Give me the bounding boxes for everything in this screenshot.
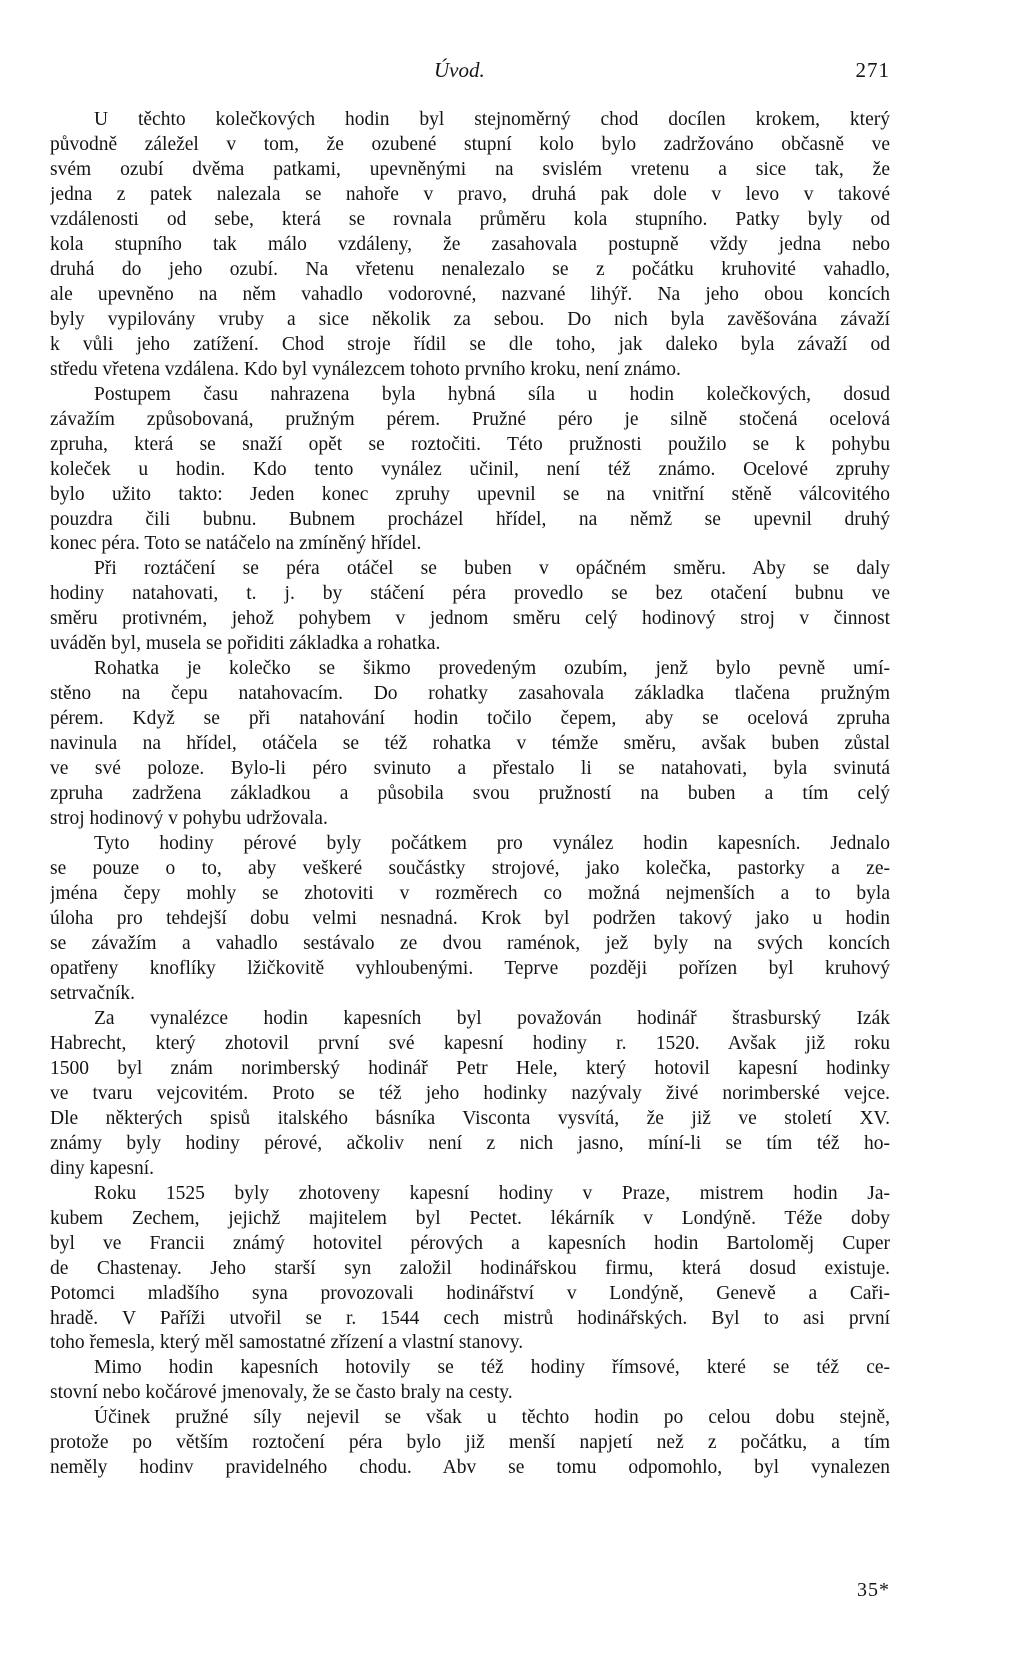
text-line: hradě. V Paříži utvořil se r. 1544 cech mistrů hodinářských. Byl to asi první: [50, 1307, 890, 1329]
text-line: neměly hodinv pravidelného chodu. Abv se tomu odpomohlo, byl vynalezen: [50, 1457, 890, 1479]
text-line: Účinek pružné síly nejevil se však u těchto hodin po celou dobu stejně,: [94, 1407, 890, 1429]
text-line: diny kapesní.: [50, 1157, 154, 1179]
text-line: Dle některých spisů italského básníka Visconta vysvítá, že již ve století XV.: [50, 1107, 890, 1129]
book-page: [50, 0, 890, 1661]
text-line: protože po větším roztočení péra bylo již menší napjetí než z počátku, a tím: [50, 1432, 890, 1454]
text-line: se pouze o to, aby veškeré součástky strojové, jako kolečka, pastorky a ze-: [50, 858, 890, 880]
text-line: stovní nebo kočárové jmenovaly, že se často braly na cesty.: [50, 1382, 513, 1404]
text-line: Habrecht, který zhotovil první své kapesní hodiny r. 1520. Avšak již roku: [50, 1032, 890, 1054]
text-line: kubem Zechem, jejichž majitelem byl Pectet. lékárník v Londýně. Téže doby: [50, 1207, 890, 1229]
text-line: ale upevněno na něm vahadlo vodorovné, nazvané lihýř. Na jeho obou koncích: [50, 283, 890, 305]
text-line: byly vypilovány vruby a sice několik za sebou. Do nich byla zavěšována závaží: [50, 308, 890, 330]
text-line: de Chastenay. Jeho starší syn založil hodinářskou firmu, která dosud existuje.: [50, 1257, 890, 1279]
page-number: 271: [855, 58, 890, 82]
text-line: Postupem času nahrazena byla hybná síla u hodin kolečkových, dosud: [94, 383, 890, 405]
signature-mark: 35*: [857, 1579, 890, 1601]
text-line: pouzdra čili bubnu. Bubnem procházel hřídel, na němž se upevnil druhý: [50, 508, 890, 530]
text-line: Při roztáčení se péra otáčel se buben v opáčném směru. Aby se daly: [94, 558, 890, 580]
text-line: svém ozubí dvěma patkami, upevněnými na svislém vretenu a sice tak, že: [50, 158, 890, 180]
text-line: navinula na hřídel, otáčela se též rohatka v témže směru, avšak buben zůstal: [50, 733, 890, 755]
text-line: závažím způsobovaná, pružným pérem. Pružné péro je silně stočená ocelová: [50, 408, 890, 430]
text-line: 1500 byl znám norimberský hodinář Petr Hele, který hotovil kapesní hodinky: [50, 1057, 890, 1079]
text-line: vzdálenosti od sebe, která se rovnala průměru kola stupního. Patky byly od: [50, 208, 890, 230]
text-line: Mimo hodin kapesních hotovily se též hodiny římsové, které se též ce-: [94, 1357, 890, 1379]
running-head: [50, 58, 890, 88]
text-line: jedna z patek nalezala se nahoře v pravo, druhá pak dole v levo v takové: [50, 183, 890, 205]
text-line: původně záležel v tom, že ozubené stupní kolo bylo zadržováno občasně ve: [50, 133, 890, 155]
text-line: Roku 1525 byly zhotoveny kapesní hodiny v Praze, mistrem hodin Ja-: [94, 1182, 890, 1204]
text-line: Potomci mladšího syna provozovali hodinářství v Londýně, Genevě a Caři-: [50, 1282, 890, 1304]
text-line: setrvačník.: [50, 982, 136, 1004]
text-line: hodiny natahovati, t. j. by stáčení péra provedlo se bez otačení bubnu ve: [50, 583, 890, 605]
text-line: známy byly hodiny pérové, ačkoliv není z nich jasno, míní-li se tím též ho-: [50, 1132, 890, 1154]
text-line: stěno na čepu natahovacím. Do rohatky zasahovala základka tlačena pružným: [50, 683, 890, 705]
text-line: koleček u hodin. Kdo tento vynález učinil, není též známo. Ocelové zpruhy: [50, 458, 890, 480]
running-title: Úvod.: [434, 58, 485, 82]
text-line: úloha pro tehdejší dobu velmi nesnadná. Krok byl podržen takový jako u hodin: [50, 908, 890, 929]
text-line: druhá do jeho ozubí. Na vřetenu nenalezalo se z počátku kruhovité vahadlo,: [50, 258, 890, 280]
text-line: k vůli jeho zatížení. Chod stroje řídil se dle toho, jak daleko byla závaží od: [50, 333, 890, 355]
text-line: ve své poloze. Bylo-li péro svinuto a přestalo li se natahovati, byla svinutá: [50, 758, 890, 780]
text-line: směru protivném, jehož pohybem v jednom směru celý hodinový stroj v činnost: [50, 608, 890, 630]
text-line: jména čepy mohly se zhotoviti v rozměrech co možná nejmenších a to byla: [50, 883, 890, 905]
text-line: zpruha, která se snaží opět se roztočiti. Této pružnosti použilo se k pohybu: [50, 433, 890, 455]
text-line: ve tvaru vejcovitém. Proto se též jeho hodinky nazývaly živé norimberské vejce.: [50, 1082, 890, 1104]
text-line: uváděn byl, musela se pořiditi základka a rohatka.: [50, 633, 441, 655]
text-line: zpruha zadržena základkou a působila svou pružností na buben a tím celý: [50, 783, 890, 805]
text-line: Za vynalézce hodin kapesních byl považován hodinář štrasburský Izák: [94, 1007, 890, 1029]
text-line: se závažím a vahadlo sestávalo ze dvou raménok, jež byly na svých koncích: [50, 932, 890, 954]
text-line: byl ve Francii známý hotovitel pérových a kapesních hodin Bartoloměj Cuper: [50, 1232, 890, 1254]
text-line: Tyto hodiny pérové byly počátkem pro vynález hodin kapesních. Jednalo: [94, 833, 890, 855]
text-line: pérem. Když se při natahování hodin točilo čepem, aby se ocelová zpruha: [50, 708, 890, 730]
body-text: [50, 108, 890, 1481]
text-line: bylo užito takto: Jeden konec zpruhy upevnil se na vnitřní stěně válcovitého: [50, 483, 890, 505]
text-line: kola stupního tak málo vzdáleny, že zasahovala postupně vždy jedna nebo: [50, 233, 890, 255]
text-line: konec péra. Toto se natáčelo na zmíněný hřídel.: [50, 533, 422, 555]
text-line: toho řemesla, který měl samostatné zřízení a vlastní stanovy.: [50, 1332, 524, 1354]
text-line: Rohatka je kolečko se šikmo provedeným ozubím, jenž bylo pevně umí-: [94, 658, 890, 680]
text-line: středu vřetena vzdálena. Kdo byl vynálezcem tohoto prvního kroku, není známo.: [50, 358, 681, 380]
text-line: opatřeny knoflíky lžičkovitě vyhloubenými. Teprve později pořízen byl kruhový: [50, 957, 890, 979]
text-line: U těchto kolečkových hodin byl stejnoměrný chod docílen krokem, který: [94, 109, 890, 130]
text-line: stroj hodinový v pohybu udržovala.: [50, 808, 328, 830]
